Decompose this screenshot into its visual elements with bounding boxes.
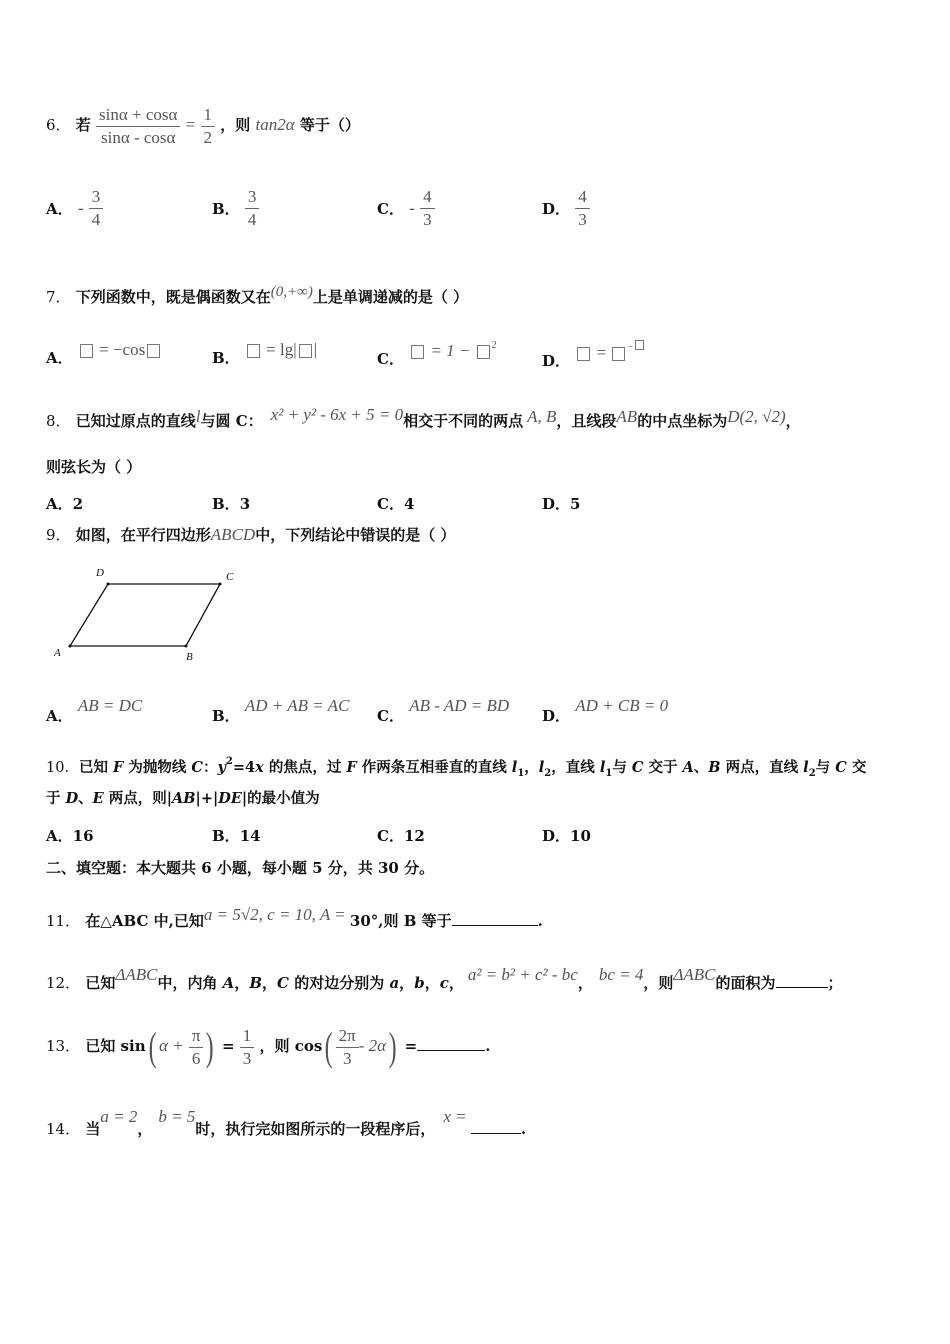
q14-number: 14． bbox=[46, 1120, 81, 1138]
q8-text-4: 的中点坐标为 bbox=[637, 412, 728, 430]
q12-var: B bbox=[249, 974, 263, 992]
frac-num: 1 bbox=[240, 1025, 255, 1048]
vertex-c-label: C bbox=[226, 571, 234, 583]
option-value: 14 bbox=[239, 827, 261, 845]
option-expr: AB - AD = BD bbox=[409, 696, 510, 715]
option-label: B． bbox=[212, 827, 240, 845]
answer-blank[interactable] bbox=[452, 925, 538, 926]
q9-tail: 中，下列结论中错误的是（ ） bbox=[255, 526, 456, 544]
q12-t: 的对边分别为 bbox=[288, 974, 390, 992]
q10-var: B bbox=[708, 759, 721, 776]
option-expr: AD + CB = 0 bbox=[575, 696, 669, 715]
option-exponent: 2 bbox=[491, 340, 497, 351]
q10-var: C bbox=[835, 759, 847, 776]
frac-den: 3 bbox=[342, 1048, 352, 1068]
option-value: 16 bbox=[72, 827, 94, 845]
q12-t: ， bbox=[424, 974, 440, 992]
q10-t: =4 bbox=[232, 759, 256, 776]
q6-lead: 若 bbox=[75, 116, 91, 134]
q14-x-label: x = bbox=[443, 1107, 471, 1126]
q11-condition: a = 5√2, c = 10, A = bbox=[203, 905, 350, 924]
q10-sub: 2 bbox=[808, 768, 816, 779]
q10-t: 两点，则| bbox=[103, 790, 173, 807]
right-paren: ) bbox=[388, 1024, 397, 1069]
q10-var: F bbox=[346, 759, 357, 776]
option-label: D． bbox=[542, 707, 571, 725]
q10-option-d[interactable] bbox=[542, 825, 591, 846]
option-label: D． bbox=[542, 200, 571, 218]
q10-t: 与 bbox=[612, 759, 632, 776]
q14-a-value: a = 2 bbox=[100, 1107, 138, 1126]
option-expr: AD + AB = AC bbox=[244, 696, 350, 715]
q7-option-d[interactable] bbox=[542, 340, 646, 371]
q8-lead: 已知过原点的直线 bbox=[75, 412, 196, 430]
option-fraction bbox=[575, 186, 590, 231]
q10-sub: 2 bbox=[544, 768, 552, 779]
frac-num: π bbox=[189, 1025, 204, 1048]
q12-triangle-2: ΔABC bbox=[673, 965, 716, 984]
q10-sub: 1 bbox=[517, 768, 525, 779]
q14-lead: 当 bbox=[85, 1120, 101, 1138]
section-2-heading: 二、填空题：本大题共 6 小题，每小题 5 分，共 30 分。 bbox=[46, 859, 435, 877]
frac-den: 4 bbox=[91, 210, 101, 229]
option-value: 12 bbox=[403, 827, 425, 845]
q10-t: ， bbox=[524, 759, 539, 776]
q10-var: E bbox=[92, 790, 104, 807]
q10-var: l bbox=[803, 759, 809, 776]
option-value: 3 bbox=[239, 495, 251, 513]
q11-degree: 30° bbox=[349, 912, 379, 930]
q13-equals: = bbox=[221, 1037, 235, 1055]
question-6 bbox=[46, 100, 360, 150]
q8-line-2: 则弦长为（ ） bbox=[46, 458, 142, 476]
parallelogram-figure bbox=[46, 562, 246, 666]
missing-glyph-icon bbox=[247, 344, 260, 358]
q12-t: ， bbox=[234, 974, 250, 992]
frac-den: 3 bbox=[423, 210, 432, 229]
vertex-b-label: B bbox=[186, 651, 193, 663]
q10-var: l bbox=[538, 759, 545, 776]
option-label: C． bbox=[377, 495, 404, 513]
q6-option-b[interactable] bbox=[212, 186, 259, 231]
option-label: D． bbox=[542, 495, 571, 513]
vertex-b-dot bbox=[185, 645, 188, 648]
q8-option-a[interactable] bbox=[46, 493, 83, 514]
q8-text-5: ， bbox=[785, 412, 801, 430]
q10-t: |+| bbox=[195, 790, 219, 807]
q6-frac-num: sinα + cosα bbox=[96, 104, 180, 127]
answer-blank[interactable] bbox=[776, 987, 828, 988]
q10-t: 、 bbox=[693, 759, 709, 776]
q13-number: 13． bbox=[46, 1037, 81, 1055]
q12-t: ， bbox=[577, 974, 593, 992]
frac-num: 2π bbox=[336, 1025, 359, 1048]
left-paren: ( bbox=[148, 1024, 157, 1069]
right-paren: ) bbox=[206, 1024, 215, 1069]
q10-t: 交于 bbox=[643, 759, 683, 776]
option-label: D． bbox=[542, 827, 571, 845]
q9-abcd: ABCD bbox=[210, 525, 256, 544]
option-value: 2 bbox=[72, 495, 84, 513]
q8-points: A, B bbox=[527, 407, 557, 426]
option-expr: = −cos bbox=[94, 340, 146, 359]
option-expr: = 1 − bbox=[426, 341, 475, 360]
q10-t: 作两条互相垂直的直线 bbox=[356, 759, 512, 776]
q12-end: ； bbox=[827, 974, 843, 992]
q7-number: 7． bbox=[46, 288, 71, 306]
q6-tail: 等于（） bbox=[299, 116, 360, 134]
q10-var: l bbox=[511, 759, 518, 776]
q6-rhs-num: 1 bbox=[201, 104, 216, 127]
q13-inner2-fraction bbox=[336, 1025, 359, 1070]
q10-var: l bbox=[599, 759, 606, 776]
q9-number: 9． bbox=[46, 526, 71, 544]
q12-equation-2: bc = 4 bbox=[598, 965, 644, 984]
option-label: D． bbox=[542, 352, 571, 370]
q10-sup: 2 bbox=[225, 756, 233, 767]
vertex-d-label: D bbox=[96, 567, 104, 579]
vertex-d-dot bbox=[107, 583, 110, 586]
q6-rhs-den: 2 bbox=[203, 127, 212, 147]
q10-option-c[interactable] bbox=[377, 825, 425, 846]
q8-segment: AB bbox=[616, 407, 638, 426]
q8-line-l: l bbox=[195, 407, 201, 426]
q8-text-2: 相交于不同的两点 bbox=[403, 412, 524, 430]
q12-var: a bbox=[389, 974, 400, 992]
missing-glyph-icon bbox=[635, 340, 644, 350]
q6-number: 6． bbox=[46, 116, 71, 134]
option-expr-tail: | bbox=[313, 340, 318, 359]
q11-number: 11． bbox=[46, 912, 81, 930]
frac-den: 6 bbox=[191, 1048, 201, 1068]
q6-rhs bbox=[201, 104, 216, 149]
missing-glyph-icon bbox=[299, 344, 312, 358]
frac-num: 4 bbox=[575, 186, 590, 209]
q14-mid: 时，执行完如图所示的一段程序后， bbox=[195, 1120, 436, 1138]
q10-t: 的焦点，过 bbox=[263, 759, 347, 776]
left-paren: ( bbox=[325, 1024, 334, 1069]
q10-var: y bbox=[217, 759, 226, 776]
question-9 bbox=[46, 525, 455, 545]
q10-var: AB bbox=[172, 790, 196, 807]
option-label: C． bbox=[377, 827, 404, 845]
option-expr: = bbox=[592, 343, 611, 362]
q8-number: 8． bbox=[46, 412, 71, 430]
q10-t: 两点，直线 bbox=[720, 759, 804, 776]
q12-t: 的面积为 bbox=[715, 974, 776, 992]
q9-lead: 如图，在平行四边形 bbox=[75, 526, 211, 544]
q8-option-b[interactable] bbox=[212, 493, 250, 514]
option-label: A． bbox=[46, 495, 73, 513]
frac-den: 3 bbox=[242, 1048, 252, 1068]
q10-option-b[interactable] bbox=[212, 825, 261, 846]
q12-t: 中，内角 bbox=[157, 974, 223, 992]
q7-option-a[interactable] bbox=[46, 340, 162, 368]
q10-t: 于 bbox=[46, 790, 66, 807]
q12-t: ，则 bbox=[643, 974, 674, 992]
option-value: 5 bbox=[570, 495, 581, 513]
q10-t: ，直线 bbox=[551, 759, 600, 776]
option-label: A． bbox=[46, 707, 73, 725]
q11-end: . bbox=[537, 912, 543, 930]
q12-t: ， bbox=[448, 974, 464, 992]
q8-option-c[interactable] bbox=[377, 493, 414, 514]
q12-var: C bbox=[277, 974, 289, 992]
q10-option-a[interactable] bbox=[46, 825, 94, 846]
q6-option-d[interactable] bbox=[542, 186, 590, 231]
q12-number: 12． bbox=[46, 974, 81, 992]
q10-sub: 1 bbox=[605, 768, 613, 779]
q8-text-1: 与圆 C： bbox=[200, 412, 263, 430]
q8-text-3: ，且线段 bbox=[556, 412, 617, 430]
answer-blank[interactable] bbox=[471, 1133, 521, 1134]
q6-frac-den: sinα - cosα bbox=[100, 127, 176, 147]
q13-equals-2: = bbox=[404, 1037, 418, 1055]
option-label: B． bbox=[212, 707, 240, 725]
q10-var: DE bbox=[218, 790, 242, 807]
q10-var: A bbox=[682, 759, 694, 776]
missing-glyph-icon bbox=[411, 345, 424, 359]
answer-blank[interactable] bbox=[417, 1050, 485, 1051]
q14-end: . bbox=[520, 1120, 527, 1138]
q10-var: F bbox=[113, 759, 124, 776]
q12-var: b bbox=[414, 974, 425, 992]
question-10-line-2 bbox=[46, 789, 320, 809]
option-value: 10 bbox=[570, 827, 591, 845]
question-12 bbox=[46, 958, 843, 1000]
q10-t: 、 bbox=[78, 790, 93, 807]
q10-var: C bbox=[631, 759, 644, 776]
option-label: C． bbox=[377, 350, 404, 368]
frac-den: 3 bbox=[578, 210, 587, 229]
question-11 bbox=[46, 900, 543, 936]
frac-num: 3 bbox=[89, 186, 104, 209]
q11-tail: ,则 B 等于 bbox=[378, 912, 452, 930]
option-expr: = lg| bbox=[261, 340, 297, 359]
q8-option-d[interactable] bbox=[542, 493, 580, 514]
option-label: C． bbox=[377, 200, 404, 218]
q12-t: ， bbox=[262, 974, 278, 992]
option-fraction bbox=[420, 186, 435, 231]
q12-var: A bbox=[222, 974, 235, 992]
q13-mid: ，则 cos bbox=[259, 1037, 323, 1055]
question-14 bbox=[46, 1100, 526, 1146]
option-label: A． bbox=[46, 827, 73, 845]
missing-glyph-icon bbox=[577, 347, 590, 361]
q10-number: 10． bbox=[46, 760, 79, 776]
q6-option-a[interactable] bbox=[46, 186, 103, 231]
q9-option-d[interactable] bbox=[542, 696, 668, 726]
q8-circle-eq: x² + y² - 6x + 5 = 0 bbox=[270, 405, 404, 424]
option-value: 4 bbox=[403, 495, 415, 513]
vertex-a-label: A bbox=[54, 647, 61, 659]
missing-glyph-icon bbox=[80, 344, 93, 358]
option-exponent: − bbox=[627, 342, 633, 353]
q10-var: C bbox=[191, 759, 203, 776]
q7-interval: (0,+∞) bbox=[270, 284, 313, 300]
q13-rhs-fraction bbox=[240, 1025, 255, 1070]
q10-t: |的最小值为 bbox=[241, 790, 320, 807]
option-label: B． bbox=[212, 200, 240, 218]
question-8 bbox=[46, 400, 801, 436]
q10-var: x bbox=[255, 759, 264, 776]
q12-var: c bbox=[439, 974, 449, 992]
q7-option-b[interactable] bbox=[212, 340, 317, 368]
option-fraction bbox=[89, 186, 104, 231]
q9-option-c[interactable] bbox=[377, 696, 509, 726]
q10-t: ： bbox=[202, 759, 218, 776]
option-expr: AB = DC bbox=[77, 696, 143, 715]
q8-midpoint: D(2, √2) bbox=[727, 407, 786, 426]
q14-comma: ， bbox=[137, 1120, 153, 1138]
q14-b-value: b = 5 bbox=[158, 1107, 196, 1126]
vertex-a-dot bbox=[69, 645, 72, 648]
option-sign: - bbox=[77, 198, 84, 218]
option-label: B． bbox=[212, 349, 240, 367]
q6-fraction bbox=[96, 104, 180, 149]
q12-triangle: ΔABC bbox=[115, 965, 158, 984]
option-sign: - bbox=[409, 198, 415, 218]
q12-equation-1: a² = b² + c² - bc bbox=[467, 965, 578, 984]
q6-option-c[interactable] bbox=[377, 186, 435, 231]
frac-den: 4 bbox=[247, 210, 257, 229]
option-label: C． bbox=[377, 707, 404, 725]
missing-glyph-icon bbox=[147, 344, 160, 358]
q13-pi-fraction bbox=[189, 1025, 204, 1070]
vertex-c-dot bbox=[219, 583, 222, 586]
q10-t: 交 bbox=[846, 759, 867, 776]
frac-num: 3 bbox=[245, 186, 260, 209]
option-fraction bbox=[245, 186, 260, 231]
option-label: A． bbox=[46, 200, 73, 218]
q6-expr: tan2α bbox=[255, 115, 295, 134]
frac-num: 4 bbox=[420, 186, 435, 209]
q9-option-a[interactable] bbox=[46, 696, 142, 726]
question-10 bbox=[46, 752, 866, 784]
q7-tail: 上是单调递减的是（ ） bbox=[312, 288, 469, 306]
q13-inner-2-tail: - 2α bbox=[358, 1036, 387, 1055]
q13-inner-1: α + bbox=[158, 1036, 184, 1055]
q13-end: . bbox=[485, 1037, 491, 1055]
missing-glyph-icon bbox=[612, 347, 625, 361]
q10-t: 为抛物线 bbox=[123, 759, 192, 776]
q7-option-c[interactable] bbox=[377, 340, 497, 369]
q10-t: 已知 bbox=[78, 759, 114, 776]
q12-lead: 已知 bbox=[85, 974, 116, 992]
q6-equals: = bbox=[185, 115, 196, 134]
question-7 bbox=[46, 282, 468, 307]
q13-lead: 已知 sin bbox=[85, 1037, 146, 1055]
q9-option-b[interactable] bbox=[212, 696, 349, 726]
missing-glyph-icon bbox=[477, 345, 490, 359]
q11-lead: 在△ABC 中,已知 bbox=[85, 912, 204, 930]
option-label: B． bbox=[212, 495, 240, 513]
q10-var: D bbox=[65, 790, 79, 807]
q10-t: 与 bbox=[815, 759, 836, 776]
option-label: A． bbox=[46, 349, 73, 367]
parallelogram-shape bbox=[70, 584, 220, 646]
q7-lead: 下列函数中，既是偶函数又在 bbox=[75, 288, 271, 306]
q12-t: ， bbox=[399, 974, 415, 992]
q6-mid: ，则 bbox=[220, 116, 251, 134]
question-13 bbox=[46, 1014, 490, 1078]
